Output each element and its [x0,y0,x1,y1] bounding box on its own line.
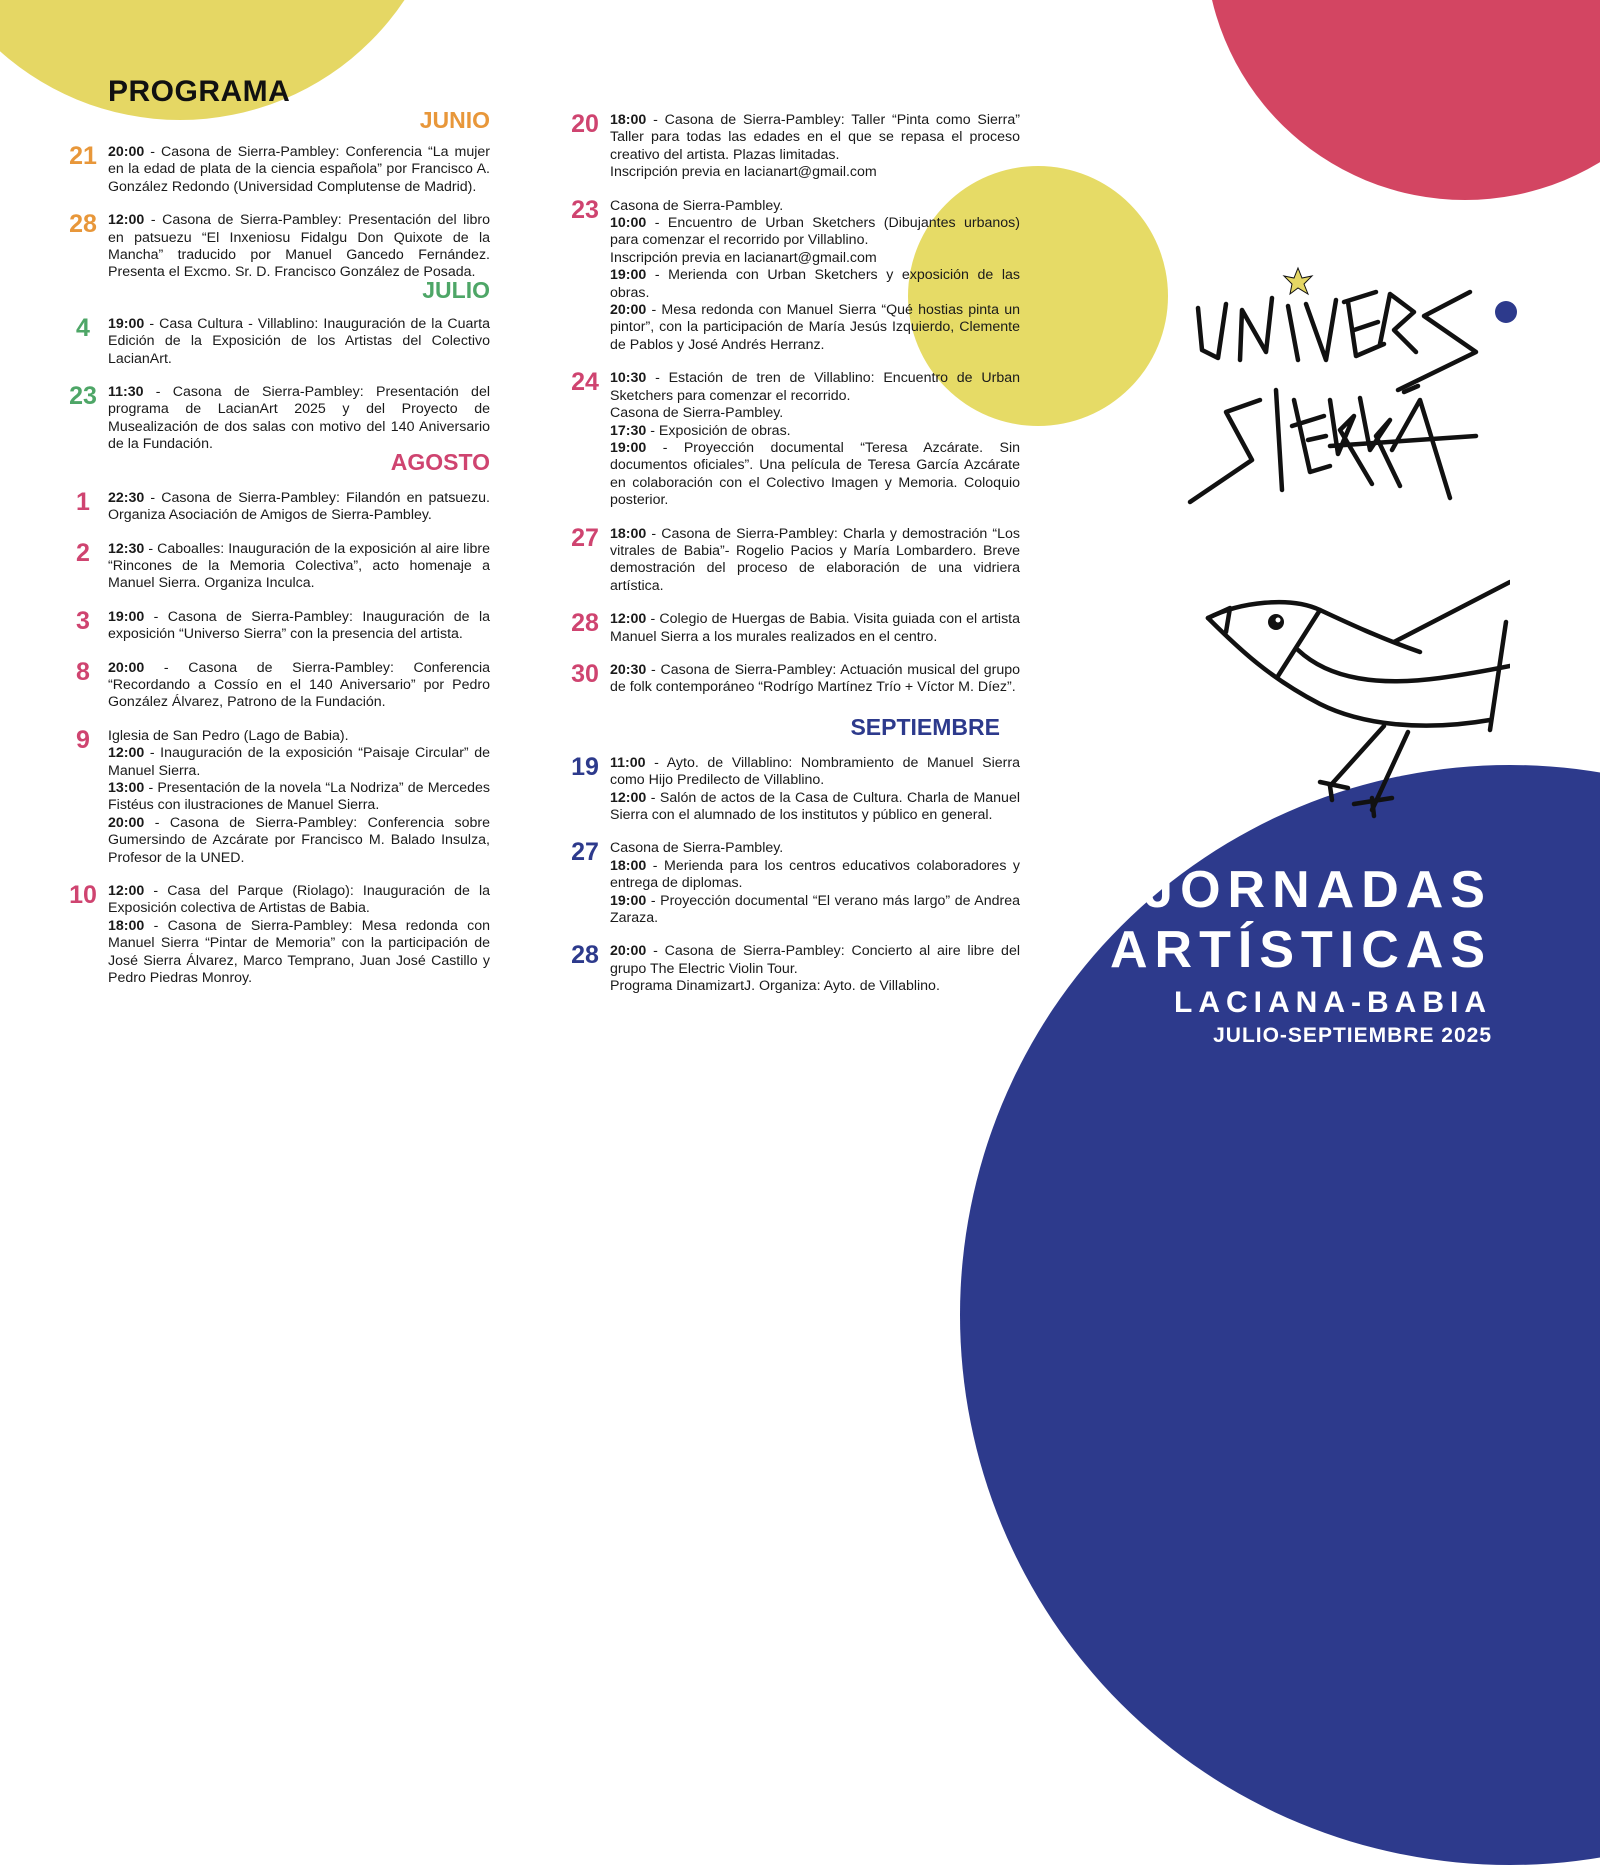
event-text: Programa DinamizartJ. Organiza: Ayto. de Villablino. [610,978,940,995]
event-line [610,198,1020,215]
event-item [560,752,1020,825]
event-description [108,541,490,593]
event-item [58,725,490,867]
event-text: - Casona de Sierra-Pambley: Presentación del libro en patsuezu “El Inxeniosu Fidalgu Don Quixote de la Mancha” traducido por Manuel Gancedo Fernández. Presenta el Excmo. Sr. D. Francisco González de Posada. [108,212,490,281]
month-heading-agosto: AGOSTO [390,448,490,475]
event-list-septiembre [560,752,1020,996]
event-line [108,384,490,454]
event-text: - Mesa redonda con Manuel Sierra “Qué hostias pinta un pintor”, con la participación de María Jesús Izquierdo, Clemente de Pablos y José Andrés Herranz. [610,302,1020,353]
event-day-number: 10 [69,881,97,909]
event-line [610,755,1020,790]
event-day-number: 19 [571,752,599,781]
event-time: 12:00 [108,745,145,762]
event-text: - Casona de Sierra-Pambley: Conferencia sobre Gumersindo de Azcárate por Francisco M. Balado Insulza, Profesor de la UNED. [108,814,490,866]
event-item [58,538,490,593]
event-text: - Casona de Sierra-Pambley: Conferencia “La mujer en la edad de plata de la ciencia española” por Francisco A. González Redondo (Universidad Complutense de Madrid). [108,144,490,195]
event-line [610,215,1020,250]
event-time: 20:00 [108,144,145,160]
event-day-number: 23 [571,195,599,224]
event-time: 19:00 [108,608,145,625]
event-day-number: 28 [571,941,599,970]
event-day-number: 20 [571,110,599,138]
event-description [108,384,490,454]
event-description [610,662,1020,697]
event-text: - Estación de tren de Villablino: Encuentro de Urban Sketchers para comenzar el recorrido. [610,370,1020,404]
event-time: 18:00 [610,525,647,542]
event-description [108,144,490,196]
event-line [108,541,490,593]
event-day-number: 21 [69,142,97,170]
event-time: 11:30 [108,384,144,401]
event-text: - Caboalles: Inauguración de la exposición al aire libre “Rincones de la Memoria Colectiva”, acto homenaje a Manuel Sierra. Organiza Inculca. [108,540,490,592]
event-line [610,250,1020,267]
event-line [610,790,1020,825]
event-text: - Casona de Sierra-Pambley: Concierto al aire libre del grupo The Electric Violin Tour. [610,943,1020,977]
event-item [58,144,490,196]
event-line [610,112,1020,164]
event-text: - Casona de Sierra-Pambley: Conferencia “Recordando a Cossío en el 140 Aniversario” por Pedro González Álvarez, Patrono de la Fundación. [108,659,490,711]
event-item [58,487,490,525]
cover-dates: JULIO-SEPTIEMBRE 2025 [1213,1024,1492,1047]
event-line [108,918,490,988]
event-text: - Casona de Sierra-Pambley: Actuación musical del grupo de folk contemporáneo “Rodrígo Martínez Trío + Víctor M. Díez”. [610,661,1020,696]
event-text: - Inauguración de la exposición “Paisaje Circular” de Manuel Sierra. [108,745,490,779]
event-text: - Casa del Parque (Riolago): Inauguración de la Exposición colectiva de Artistas de Babia. [108,883,490,917]
event-day-number: 28 [571,609,599,638]
event-list-julio [58,313,490,454]
event-description [108,316,490,368]
event-line [108,490,490,525]
event-item [58,657,490,712]
event-list-junio [58,144,490,282]
event-list-agosto-part2 [560,112,1020,697]
universo-sierra-logo [1180,240,1520,520]
event-description [108,660,490,712]
program-column-left [58,74,490,1003]
event-time: 12:00 [610,789,647,806]
event-line [610,405,1020,422]
month-heading-junio: JUNIO [419,107,490,133]
event-time: 11:00 [610,754,646,771]
event-time: 19:00 [610,439,647,456]
event-time: 17:30 [610,422,647,439]
event-description [610,840,1020,927]
event-line [108,144,490,196]
event-text: Inscripción previa en lacianart@gmail.com [610,249,877,266]
event-text: Inscripción previa en lacianart@gmail.com [610,164,877,181]
month-heading-septiembre: SEPTIEMBRE [850,713,1000,740]
event-text: - Exposición de obras. [646,422,791,439]
event-line [108,780,490,815]
event-day-number: 8 [76,657,90,686]
event-time: 12:30 [108,540,145,557]
event-line [610,858,1020,893]
event-line [610,611,1020,646]
event-day-number: 27 [571,838,599,867]
event-line [610,943,1020,978]
event-time: 12:00 [610,611,647,628]
event-description [610,755,1020,825]
event-item [58,606,490,644]
event-time: 20:30 [610,661,647,678]
event-text: - Merienda con Urban Sketchers y exposición de las obras. [610,267,1020,301]
event-line [610,164,1020,181]
event-line [108,609,490,644]
event-time: 10:00 [610,215,647,232]
event-list-agosto-part1 [58,487,490,988]
event-text: - Colegio de Huergas de Babia. Visita guiada con el artista Manuel Sierra a los murales realizados en el centro. [610,611,1020,645]
event-day-number: 23 [69,382,97,411]
event-text: - Proyección documental “El verano más largo” de Andrea Zaraza. [610,892,1020,927]
event-time: 20:00 [610,943,647,960]
event-description [610,943,1020,995]
event-day-number: 2 [76,538,90,567]
event-description [610,611,1020,646]
event-text: - Casa Cultura - Villablino: Inauguración de la Cuarta Edición de la Exposición de los Artistas del Colectivo LacianArt. [108,315,490,367]
event-description [610,370,1020,509]
event-text: - Casona de Sierra-Pambley: Presentación del programa de LacianArt 2025 y del Proyecto de Musealización de dos salas con motivo del 140 Aniversario de la Fundación. [108,384,490,453]
event-line [610,978,1020,995]
event-text: - Salón de actos de la Casa de Cultura. Charla de Manuel Sierra con el alumnado de los institutos y público en general. [610,789,1020,823]
event-item [560,943,1020,995]
event-time: 18:00 [108,917,145,934]
event-line [610,662,1020,697]
event-line [108,316,490,368]
red-circle-decoration [1205,0,1600,200]
event-day-number: 1 [76,487,90,516]
event-time: 12:00 [108,883,145,899]
event-text: - Merienda para los centros educativos colaboradores y entrega de diplomas. [610,857,1020,892]
event-line [610,840,1020,857]
event-line [610,267,1020,302]
event-text: - Casona de Sierra-Pambley: Inauguración de la exposición “Universo Sierra” con la presencia del artista. [108,608,490,643]
event-time: 20:00 [108,659,145,676]
event-text: Casona de Sierra-Pambley. [610,840,784,857]
event-line [610,302,1020,354]
event-item [560,523,1020,596]
event-description [610,526,1020,596]
event-text: - Encuentro de Urban Sketchers (Dibujantes urbanos) para comenzar el recorrido por Villablino. [610,215,1020,249]
event-line [610,440,1020,510]
event-description [108,728,490,867]
event-item [560,659,1020,697]
cover-title-line2: ARTÍSTICAS [1110,921,1492,979]
event-text: Casona de Sierra-Pambley. [610,405,784,422]
bird-illustration [1180,560,1510,820]
event-item [560,611,1020,646]
event-line [108,212,490,282]
cover-title-line1: JORNADAS [1144,861,1492,919]
event-time: 10:30 [610,370,647,387]
event-time: 19:00 [108,315,145,332]
event-item [58,212,490,282]
event-time: 12:00 [108,212,145,229]
event-day-number: 30 [571,659,599,688]
event-text: - Proyección documental “Teresa Azcárate. Sin documentos oficiales”. Una película de Teresa García Azcárate en colaboración con el Colectivo Imagen y Memoria. Coloquio posterior. [610,439,1020,509]
event-description [108,490,490,525]
event-text: - Ayto. de Villablino: Nombramiento de Manuel Sierra como Hijo Predilecto de Villablino. [610,754,1020,789]
event-day-number: 9 [76,725,90,754]
event-item [58,384,490,454]
event-line [610,893,1020,928]
event-description [610,112,1020,182]
event-day-number: 24 [571,368,599,397]
cover-title-block [1110,860,1492,1050]
event-text: Iglesia de San Pedro (Lago de Babia). [108,727,349,744]
event-text: Casona de Sierra-Pambley. [610,197,784,214]
event-line [108,745,490,780]
cover-subtitle: LACIANA-BABIA [1174,986,1492,1019]
event-line [610,526,1020,596]
event-description [108,609,490,644]
event-line [610,370,1020,405]
event-line [108,728,490,745]
event-text: - Casona de Sierra-Pambley: Charla y demostración “Los vitrales de Babia”- Rogelio Pacios y María Lombardero. Breve demostración del proceso de elaboración de una vidriera artística. [610,525,1020,594]
event-item [560,195,1020,355]
event-description [108,212,490,282]
event-description [610,198,1020,355]
program-column-middle [560,112,1020,1012]
event-time: 20:00 [610,302,647,319]
event-day-number: 27 [571,523,599,552]
event-item [58,313,490,368]
month-heading-julio: JULIO [422,276,490,303]
event-item [560,112,1020,182]
event-line [610,423,1020,440]
event-line [108,815,490,867]
event-day-number: 4 [76,313,90,342]
program-title: PROGRAMA [108,75,291,108]
event-time: 20:00 [108,814,145,831]
event-time: 18:00 [610,857,647,874]
event-line [108,660,490,712]
event-item [560,840,1020,927]
event-day-number: 28 [69,210,97,239]
event-line [108,883,490,918]
event-text: - Casona de Sierra-Pambley: Filandón en patsuezu. Organiza Asociación de Amigos de Sierra-Pambley. [108,489,490,524]
event-time: 13:00 [108,779,145,796]
event-text: - Casona de Sierra-Pambley: Mesa redonda con Manuel Sierra “Pintar de Memoria” con la participación de José Sierra Álvarez, Marco Temprano, Juan José Castillo y Pedro Piedras Monroy. [108,917,490,987]
event-time: 19:00 [610,892,647,909]
event-time: 18:00 [610,112,647,128]
event-time: 19:00 [610,267,647,284]
event-description [108,883,490,987]
event-day-number: 3 [76,606,90,635]
event-item [560,370,1020,509]
event-text: - Presentación de la novela “La Nodriza” de Mercedes Fistéus con ilustraciones de Manuel Sierra. [108,779,490,814]
event-text: - Casona de Sierra-Pambley: Taller “Pinta como Sierra” Taller para todas las edades en el que se repasa el proceso creativo del artista. Plazas limitadas. [610,112,1020,163]
event-time: 22:30 [108,489,145,506]
event-item [58,883,490,987]
